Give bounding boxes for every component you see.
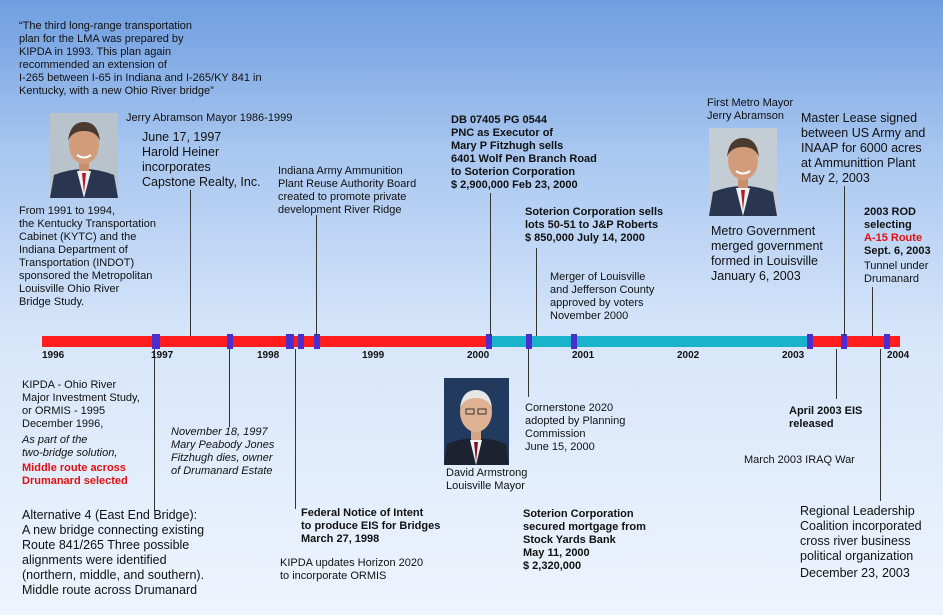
alternative-4-description: Alternative 4 (East End Bridge): A new bridge connecting existing Route 841/265 Three possible alignments were identified (northern, middle, and southern). Middle route across Drumanard (22, 508, 205, 597)
timeline-marker (807, 334, 813, 349)
year-label: 2001 (572, 350, 595, 361)
abramson-mayor-label: Jerry Abramson Mayor 1986-1999 (126, 112, 293, 124)
connector-line (190, 190, 191, 336)
connector-line (836, 349, 837, 399)
fitzhugh-dies-event: November 18, 1997 Mary Peabody Jones Fitzhugh dies, owner of Drumanard Estate (171, 426, 275, 477)
armstrong-portrait (444, 378, 509, 465)
regional-leadership-event: Regional Leadership Coalition incorporated cross river business political organization (800, 504, 922, 563)
timeline-marker (298, 334, 304, 349)
timeline-marker (841, 334, 847, 349)
deed-sale-event: DB 07405 PG 0544 PNC as Executor of Mary P Fitzhugh sells 6401 Wolf Pen Branch Road to Soterion Corporation $ 2,900,000 Feb 23, 2000 (451, 114, 597, 191)
timeline-marker (286, 334, 294, 349)
year-label: 1998 (257, 350, 280, 361)
regional-leadership-date: December 23, 2003 (800, 566, 910, 580)
connector-line (295, 349, 296, 509)
rod-2003-event: 2003 ROD selecting A-15 Route Sept. 6, 2003 (864, 206, 931, 257)
indiana-army-event: Indiana Army Ammunition Plant Reuse Authority Board created to promote private development River Ridge (278, 165, 417, 216)
connector-line (536, 248, 537, 336)
year-label: 2002 (677, 350, 700, 361)
kipda-1993-quote: “The third long-range transportation plan for the LMA was prepared by KIPDA in 1993. This plan again recommended an extension of I-265 between I-65 in Indiana and I-265/KY 841 in Kentucky, with a new Ohio River bridge” (19, 20, 262, 97)
abramson-portrait (50, 113, 118, 198)
year-label: 1999 (362, 350, 385, 361)
connector-line (880, 349, 881, 501)
cornerstone-event: Cornerstone 2020 adopted by Planning Commission June 15, 2000 (525, 402, 626, 453)
bridge-study-1991: From 1991 to 1994, the Kentucky Transportation Cabinet (KYTC) and the Indiana Department of Transportation (INDOT) sponsored the Metropolitan Louisville Ohio River Bridge Study. (19, 205, 156, 308)
two-bridge-solution: As part of the two-bridge solution, (22, 434, 118, 459)
iraq-war-label: March 2003 IRAQ War (744, 454, 855, 466)
soterion-sells-event: Soterion Corporation sells lots 50-51 to J&P Roberts $ 850,000 July 14, 2000 (525, 206, 664, 244)
connector-line (490, 193, 491, 336)
timeline-marker (314, 334, 320, 349)
connector-line (872, 287, 873, 336)
timeline-marker (884, 334, 890, 349)
connector-line (844, 186, 845, 336)
horizon-2020-event: KIPDA updates Horizon 2020 to incorporate ORMIS (280, 557, 424, 582)
abramson-portrait (709, 128, 777, 216)
timeline-bar-red (42, 336, 488, 347)
year-label: 1997 (151, 350, 174, 361)
year-label: 2000 (467, 350, 490, 361)
connector-line (316, 215, 317, 336)
year-label: 2003 (782, 350, 805, 361)
merger-event: Merger of Louisville and Jefferson County approved by voters November 2000 (550, 271, 655, 322)
year-label: 2004 (887, 350, 910, 361)
timeline-bar-teal (488, 336, 811, 347)
timeline-marker (152, 334, 160, 349)
master-lease-event: Master Lease signed between US Army and INAAP for 6000 acres at Ammunittion Plant May 2, 2003 (801, 111, 926, 185)
tunnel-label: Tunnel under Drumanard (864, 260, 929, 285)
connector-line (229, 349, 230, 427)
metro-government-event: Metro Government merged government formed in Louisville January 6, 2003 (711, 224, 823, 283)
timeline-marker (571, 334, 577, 349)
mortgage-event: Soterion Corporation secured mortgage from Stock Yards Bank May 11, 2000 $ 2,320,000 (523, 508, 646, 572)
middle-route-selected: Middle route across Drumanard selected (22, 462, 128, 487)
capstone-realty-event: June 17, 1997 Harold Heiner incorporates Capstone Realty, Inc. (142, 130, 261, 189)
timeline-marker (486, 334, 492, 349)
eis-released-event: April 2003 EIS released (789, 405, 863, 430)
connector-line (154, 349, 155, 511)
federal-notice-event: Federal Notice of Intent to produce EIS for Bridges March 27, 1998 (301, 507, 441, 545)
kipda-ormis-event: KIPDA - Ohio River Major Investment Study, or ORMIS - 1995 December 1996, (22, 379, 140, 430)
first-metro-mayor-label: First Metro Mayor Jerry Abramson (707, 97, 794, 122)
timeline-marker (227, 334, 233, 349)
connector-line (528, 349, 529, 397)
year-label: 1996 (42, 350, 65, 361)
armstrong-caption: David Armstrong Louisville Mayor (446, 467, 528, 492)
timeline-marker (526, 334, 532, 349)
